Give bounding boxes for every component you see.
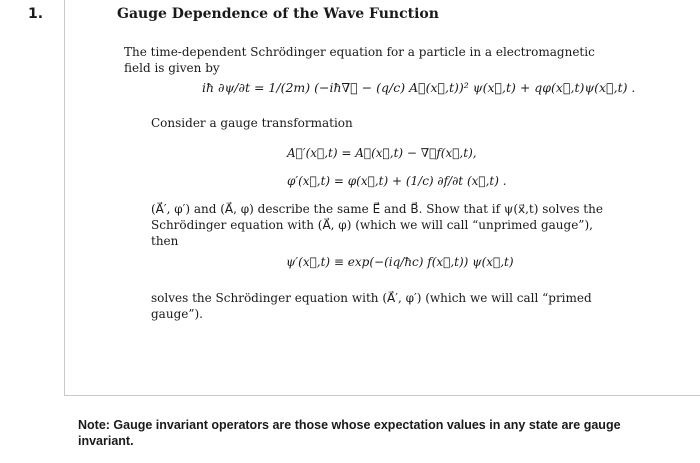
problem-number: 1. (28, 6, 44, 22)
gauge-equation-A: A⃗′(x⃗,t) = A⃗(x⃗,t) − ∇⃗f(x⃗,t), (287, 146, 477, 160)
conclusion-text: solves the Schrödinger equation with (A⃗′, φ′) (which we will call “primed gauge”). (151, 291, 592, 321)
intro-paragraph: The time-dependent Schrödinger equation for a particle in a electromagnetic field is given by (124, 45, 595, 75)
gauge-intro: Consider a gauge transformation (151, 116, 353, 130)
psi-prime-equation: ψ′(x⃗,t) ≡ exp(−(iq/ħc) f(x⃗,t)) ψ(x⃗,t) (286, 255, 514, 269)
note: Note: Gauge invariant operators are those whose expectation values in any state are gauge invariant. (78, 418, 621, 448)
gauge-equation-phi: φ′(x⃗,t) = φ(x⃗,t) + (1/c) ∂f/∂t (x⃗,t) . (287, 174, 507, 188)
schrodinger-equation: iħ ∂ψ/∂t = 1/(2m) (−iħ∇⃗ − (q/c) A⃗(x⃗,t))² ψ(x⃗,t) + qφ(x⃗,t)ψ(x⃗,t) . (202, 80, 636, 95)
problem-title: Gauge Dependence of the Wave Function (117, 6, 439, 22)
describe-paragraph: (A⃗′, φ′) and (A⃗, φ) describe the same E⃗ and B⃗. Show that if ψ(x⃗,t) solves the Schrödinger equation with (A⃗, φ) (which we will call “unprimed gauge”), then (151, 202, 603, 248)
